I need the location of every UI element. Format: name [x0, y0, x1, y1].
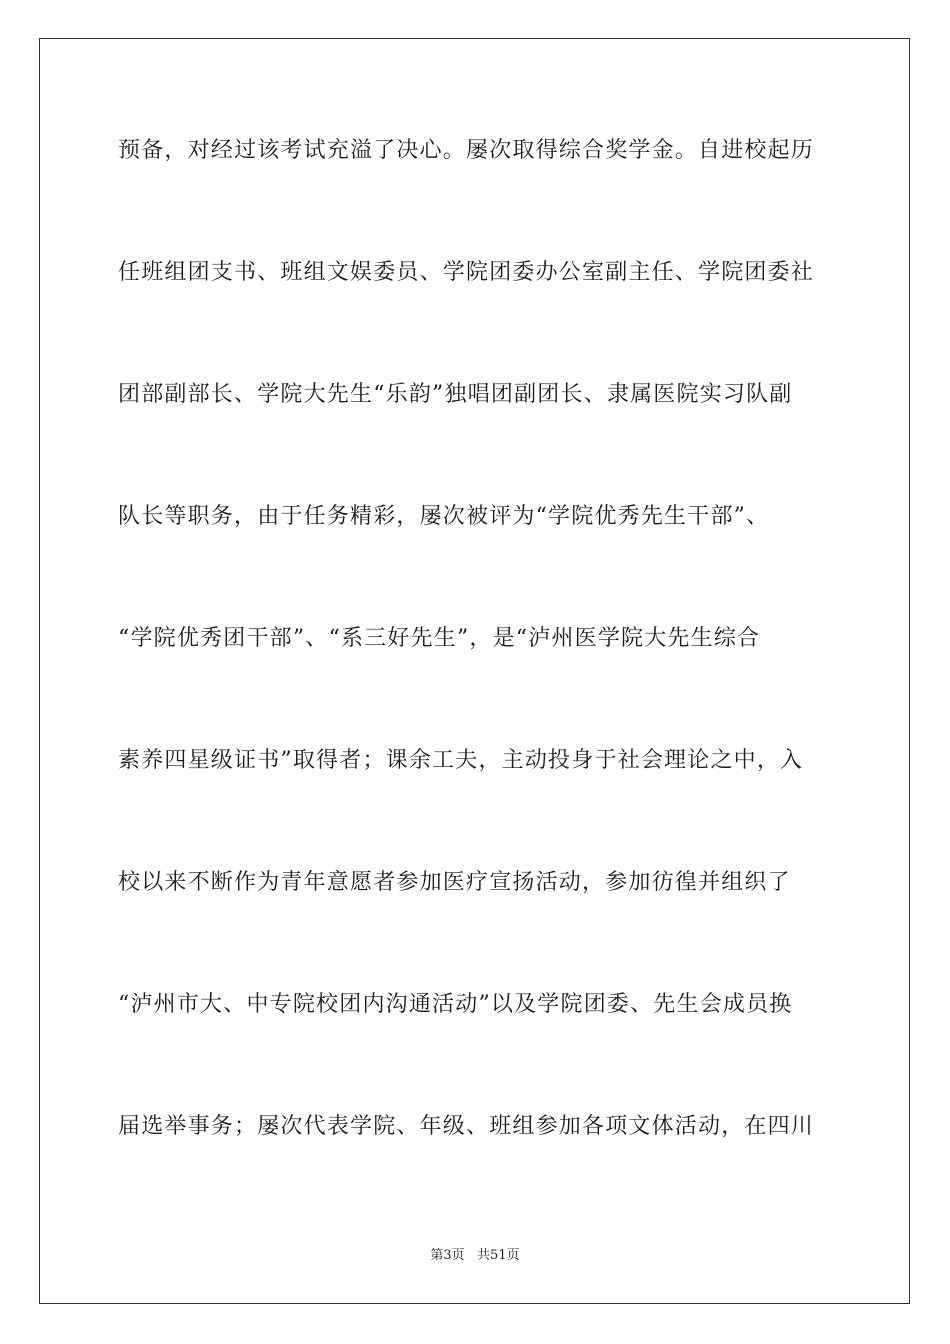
body-text-line: 届选举事务；屡次代表学院、年级、班组参加各项文体活动，在四川: [118, 1114, 815, 1139]
page-number-footer: 第3页 共51页: [430, 1248, 520, 1263]
body-text-line: 任班组团支书、班组文娱委员、学院团委办公室副主任、学院团委社: [118, 260, 815, 285]
body-text-line: 队长等职务，由于任务精彩，屡次被评为“学院优秀先生干部”、: [118, 504, 770, 529]
body-text-line: 团部副部长、学院大先生“乐韵”独唱团副团长、隶属医院实习队副: [118, 382, 793, 407]
body-text-line: “泸州市大、中专院校团内沟通活动”以及学院团委、先生会成员换: [118, 992, 793, 1017]
body-text-line: 校以来不断作为青年意愿者参加医疗宣扬活动，参加彷徨并组织了: [118, 870, 791, 895]
body-text-line: “学院优秀团干部”、“系三好先生”，是“泸州医学院大先生综合: [118, 626, 761, 651]
body-text-line: 素养四星级证书”取得者；课余工夫，主动投身于社会理论之中，入: [118, 748, 804, 773]
body-text-line: 预备，对经过该考试充溢了决心。屡次取得综合奖学金。自进校起历: [118, 138, 815, 163]
